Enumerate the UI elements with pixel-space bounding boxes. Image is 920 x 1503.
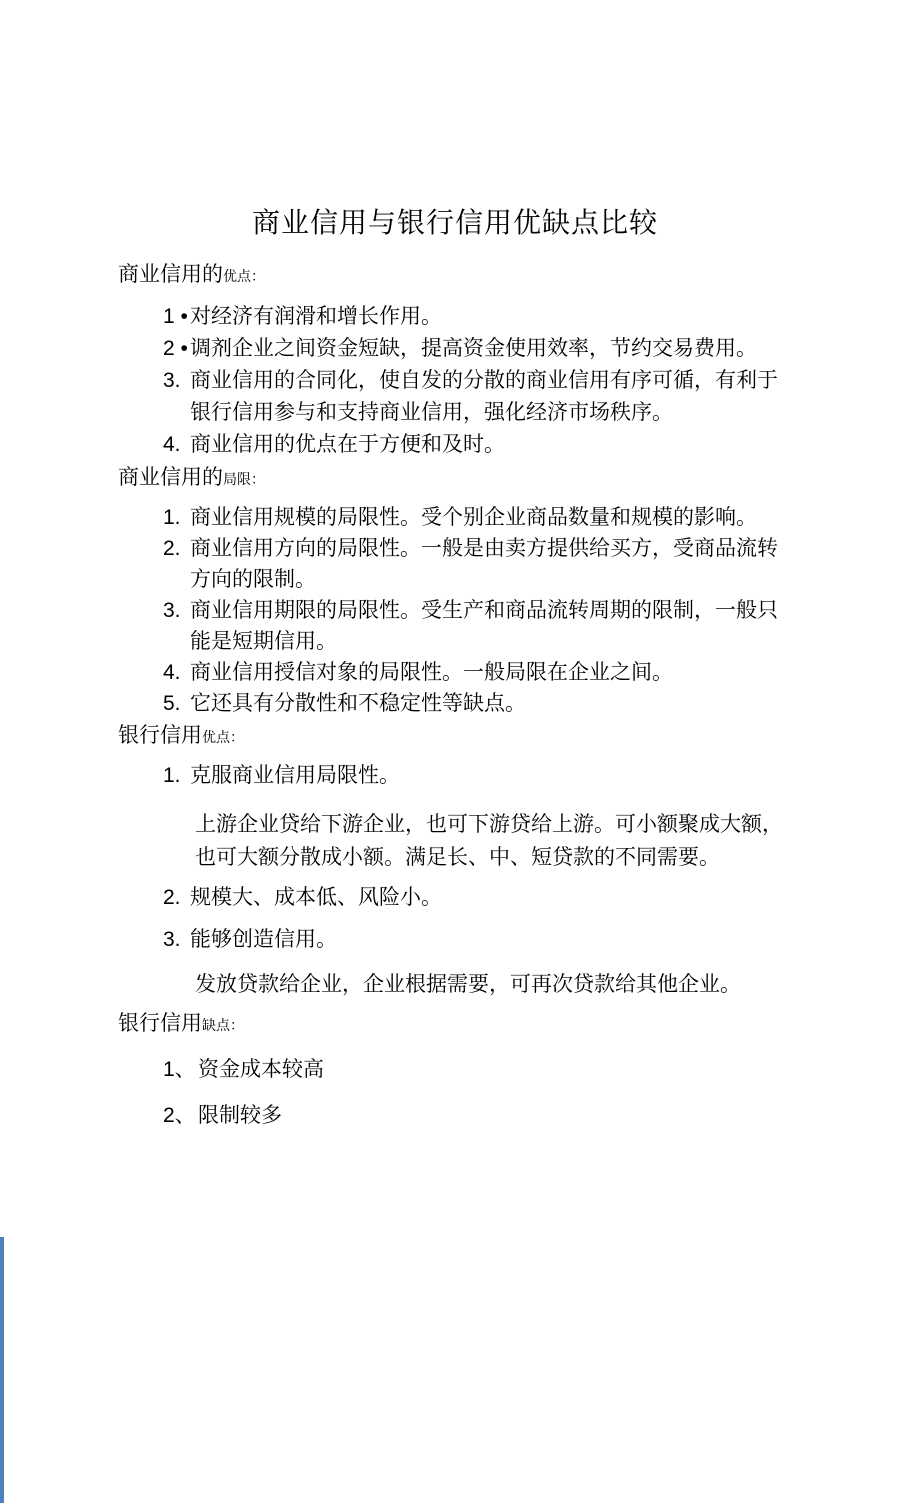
- list-item-text: 商业信用的合同化，使自发的分散的商业信用有序可循，有利于银行信用参与和支持商业信用，强化经济市场秩序。: [190, 369, 778, 424]
- list-item-marker: 2、: [163, 1104, 196, 1127]
- section-heading-commercial-limitations: [118, 461, 792, 496]
- list-item-marker: 2.: [163, 537, 181, 560]
- list-bank-disadvantages: [118, 1054, 792, 1132]
- list-item-text: 商业信用规模的局限性。受个别企业商品数量和规模的影响。: [190, 506, 757, 529]
- list-item-detail-paragraph: 发放贷款给企业，企业根据需要，可再次贷款给其他企业。: [195, 973, 741, 996]
- list-item: [118, 657, 792, 688]
- list-item-marker: 3.: [163, 369, 181, 392]
- list-item-marker: 1.: [163, 764, 181, 787]
- list-item-marker: 5.: [163, 692, 181, 715]
- list-item-text: 限制较多: [198, 1104, 282, 1127]
- list-item-marker: 2.: [163, 886, 181, 909]
- list-item: [118, 595, 792, 657]
- list-item: [118, 1100, 792, 1132]
- list-commercial-limitations: [118, 502, 792, 719]
- list-commercial-advantages: [118, 301, 792, 461]
- document-canvas: [0, 202, 920, 1503]
- heading-main-text: 商业信用的: [118, 466, 223, 489]
- heading-sub-text: 缺点：: [202, 1017, 244, 1033]
- list-item-text: 规模大、成本低、风险小。: [190, 886, 442, 909]
- list-item-text: 资金成本较高: [198, 1058, 324, 1081]
- section-heading-bank-advantages: [118, 719, 792, 754]
- list-item: [118, 333, 792, 365]
- list-item: [118, 429, 792, 461]
- heading-main-text: 商业信用的: [118, 263, 223, 286]
- list-item-marker: 2 •: [163, 337, 188, 360]
- heading-sub-text: 局限：: [223, 471, 265, 487]
- section-heading-commercial-advantages: [118, 258, 792, 293]
- left-margin-blue-rule: [0, 1237, 4, 1503]
- list-item-text: 能够创造信用。: [190, 928, 337, 951]
- heading-main-text: 银行信用: [118, 724, 202, 747]
- heading-main-text: 银行信用: [118, 1012, 202, 1035]
- list-item-text: 克服商业信用局限性。: [190, 764, 400, 787]
- list-item-marker: 4.: [163, 433, 181, 456]
- list-item: [118, 760, 792, 792]
- document-page: [0, 202, 920, 1132]
- list-item-text: 商业信用授信对象的局限性。一般局限在企业之间。: [190, 661, 673, 684]
- list-item-marker: 3.: [163, 599, 181, 622]
- list-item: [118, 1054, 792, 1086]
- list-bank-advantages: [118, 760, 792, 1001]
- heading-sub-text: 优点：: [223, 268, 265, 284]
- heading-sub-text: 优点：: [202, 729, 244, 745]
- list-item-text: 商业信用期限的局限性。受生产和商品流转周期的限制，一般只能是短期信用。: [190, 599, 778, 653]
- list-item-marker: 1、: [163, 1058, 196, 1081]
- list-item-text: 对经济有润滑和增长作用。: [190, 305, 442, 328]
- list-item-text: 商业信用的优点在于方便和及时。: [190, 433, 505, 456]
- list-item: [118, 301, 792, 333]
- list-item-marker: 1.: [163, 506, 181, 529]
- section-heading-bank-disadvantages: [118, 1007, 792, 1042]
- list-item: [118, 688, 792, 719]
- document-title: 商业信用与银行信用优缺点比较: [251, 207, 658, 238]
- list-item-detail-paragraph: 上游企业贷给下游企业，也可下游贷给上游。可小额聚成大额，也可大额分散成小额。满足长、中、短贷款的不同需要。: [195, 813, 783, 869]
- list-item: [118, 533, 792, 595]
- list-item: [118, 502, 792, 533]
- list-item-text: 商业信用方向的局限性。一般是由卖方提供给买方，受商品流转方向的限制。: [190, 537, 778, 591]
- list-item-text: 它还具有分散性和不稳定性等缺点。: [190, 692, 526, 715]
- list-item: [118, 882, 792, 914]
- list-item: [118, 365, 792, 429]
- list-item: [118, 924, 792, 956]
- list-item-text: 调剂企业之间资金短缺，提高资金使用效率，节约交易费用。: [190, 337, 757, 360]
- list-item-marker: 3.: [163, 928, 181, 951]
- list-item-marker: 1 •: [163, 305, 188, 328]
- list-item-marker: 4.: [163, 661, 181, 684]
